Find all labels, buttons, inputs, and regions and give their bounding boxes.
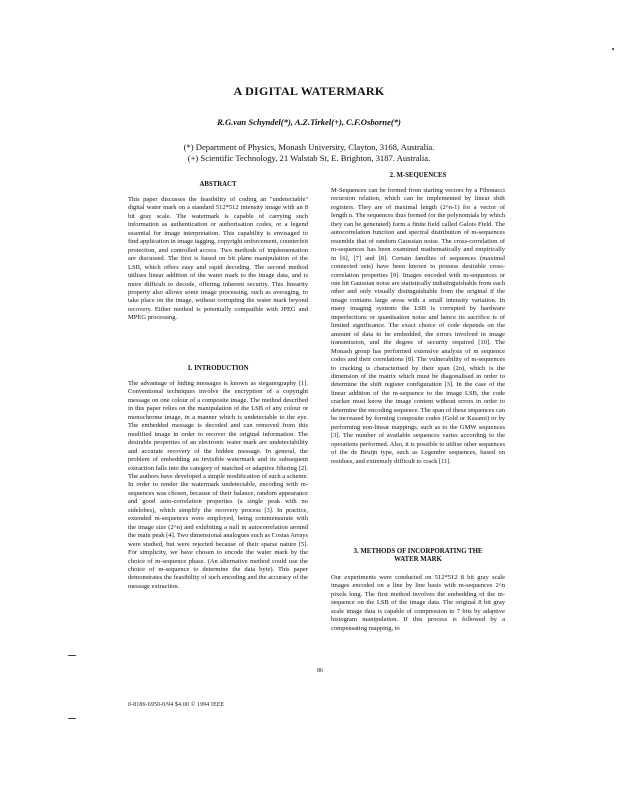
page-number: 86 (317, 668, 323, 674)
introduction-body (128, 380, 308, 591)
methods-text: Our experiments were conducted on 512*512 8 bit gray scale images encoded on a line by line basis with m-sequences 2^n pixels long. The first method involves the embedding of the m-sequence on the LSB of the image data. The original 8 bit gray scale image data is capable of compression to 7 bits by adaptive histogram manipulation. If this process is followed by a compensating mapping, to (331, 574, 505, 632)
m-sequences-body (331, 187, 505, 466)
paper-title: A DIGITAL WATERMARK (233, 84, 385, 98)
introduction-text: The advantage of hiding messages is known as steganography [1]. Conventional techniques involve the encryption of a copyright message on one colour of a composite image. The method described in this paper relies on the manipulation of the LSB of any colour or monochrome image, in a manner which is undetectable to the eye. The embedded message is decoded and can removed from this modified image in order to recover the original information. The desirable properties of an electronic water mark are undetectability and accurate recovery of the hidden message. In general, the problem of embedding an invisible watermark and its subsequent extraction falls into the category of matched or adaptive filtering [2]. The authors have developed a simple modification of such a scheme. In order to render the watermark undetectable, encoding with m-sequences was chosen, because of their balance, random appearance and good auto-correlation properties (a single peak with no sidelobes), which simplify the recovery process [3]. In practice, extended m-sequences were employed, being commensurate with the image size (2^n) and exhibiting a null in autocorrelation around the main peak [4]. Two dimensional analogues such as Costas Arrays were studied, but were rejected because of their sparse nature [5]. For simplicity, we have chosen to encode the water mark by the choice of m-sequence phase. (An alternative method could use the choice of m-sequence to determine the data byte). This paper demonstrates the feasibility of such encoding and the accuracy of the message extraction. (128, 380, 308, 590)
affiliation-scientific-technology: (+) Scientific Technology, 21 Walstab St, E. Brighton, 3187. Australia. (187, 153, 431, 163)
affiliation-monash: (*) Department of Physics, Monash University, Clayton, 3168, Australia. (183, 142, 435, 152)
margin-rule-bottom (68, 718, 76, 719)
methods-body (331, 574, 505, 633)
m-sequences-text: M-Sequences can be formed from starting vectors by a Fibonacci recursion relation, which can be implemented by linear shift registers. They are of maximal length (2^n-1) for a vector of length n. The sequences thus formed (or the polynomials by which they can be generated) form a finite field called Galois Field. The autocorrelation function and spectral distribution of m-sequences resemble that of random Gaussian noise. The cross-correlation of m-sequences has been examined mathematically and empirically in [6], [7] and [8]. Certain families of sequences (maximal connected sets) have been known to possess desirable cross-correlation properties [9]. Images encoded with m-sequences or one bit Gaussian noise are statistically indistinguishable from each other and only visually distinguishable from the original if the image contains large areas with a small intensity variation. In many imaging systems the LSB is corrupted by hardware imperfections or quantisation noise and hence its sacrifice is of limited significance. The exact choice of code depends on the amount of data to be embedded, the errors involved in image transmission, and the degree of security required [10]. The Monash group has performed extensive analysis of m sequence codes and their correlations [8]. The vulnerability of m-sequences to cracking is characterised by their span (2n), which is the dimension of the matrix which must be diagonalised in order to determine the shift register configuration [3]. In the case of the linear addition of the m-sequence to the image LSB, the code cracker must know the image content without errors in order to determine the encoding sequence. The span of these sequences can be increased by forming composite codes (Gold or Kasami) or by performing non-linear mappings, such as to the GMW sequences [3]. The number of available sequences varies according to the operations performed. Also, it is possible to utilise other sequences of the de Bruijn type, such as Legendre sequences, based on residues, and extremely difficult to crack [11]. (331, 187, 505, 465)
methods-heading-line-1: 3. METHODS OF INCORPORATING THE (353, 548, 483, 555)
abstract-heading: ABSTRACT (199, 181, 237, 188)
abstract-text: This paper discusses the feasibility of coding an "undetectable" digital water mark on a standard 512*512 intensity image with an 8 bit gray scale. The watermark is capable of carrying such information as authentication or authorisation codes, or a legend essential for image interpretation. This capability is envisaged to find application in image tagging, copyright enforcement, counterfeit protection, and controlled access. Two methods of implementation are discussed. The first is based on bit plane manipulation of the LSB, which offers easy and rapid decoding. The second method utilises linear addition of the water mark to the image data, and is more difficult to decode, offering inherent security. This linearity property also allows some image processing, such as averaging, to take place on the image, without corrupting the water mark beyond recovery. Either method is potentially compatible with JPEG and MPEG processing. (128, 196, 308, 322)
m-sequences-heading: 2. M-SEQUENCES (389, 172, 447, 179)
methods-heading (331, 548, 505, 565)
copyright-footer: 0-8186-6950-0/94 $4.00 © 1994 IEEE (128, 702, 225, 708)
methods-heading-line-2: WATER MARK (394, 556, 442, 564)
author-list: R.G.van Schyndel(*), A.Z.Tirkel(+), C.F.Osborne(*) (217, 117, 401, 127)
abstract-body (128, 196, 308, 323)
scan-speck (612, 48, 614, 50)
introduction-heading: 1. INTRODUCTION (187, 365, 249, 372)
margin-rule-top (68, 655, 76, 656)
